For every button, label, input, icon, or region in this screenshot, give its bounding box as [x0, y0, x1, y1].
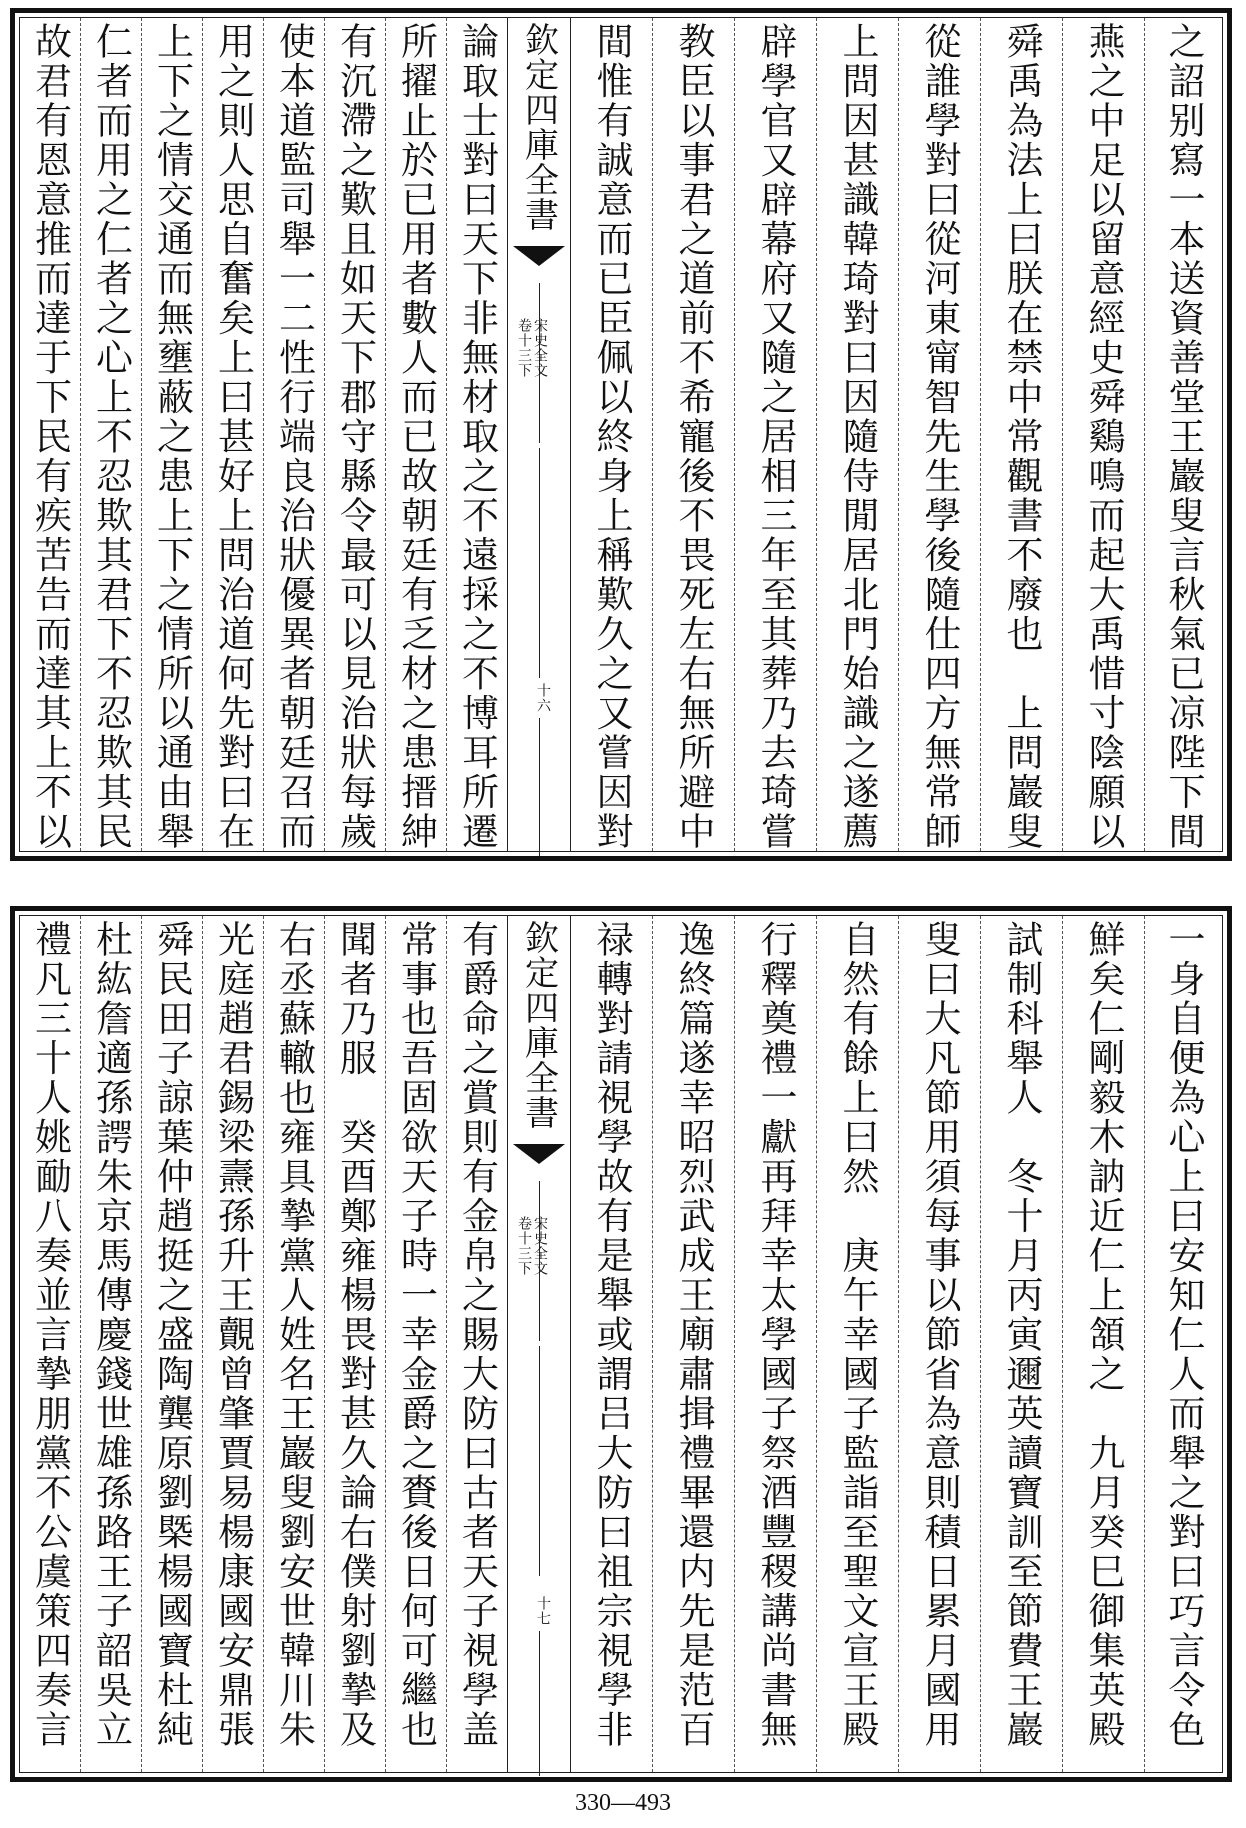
- column-text: 間惟有誠意而已臣佩以終身上稱歎久之又嘗因對: [590, 22, 633, 852]
- text-column: [1145, 916, 1222, 1772]
- text-column: [571, 916, 653, 1772]
- column-text: 禄轉對請視學故有是舉或謂吕大防曰祖宗視學非: [590, 920, 633, 1750]
- text-column: [1063, 916, 1145, 1772]
- column-text: 燕之中足以留意經史舜鷄鳴而起大禹惜寸陰願以: [1082, 22, 1125, 852]
- text-column: [325, 18, 386, 851]
- fish-tail-mark: [513, 1144, 565, 1164]
- column-text: 有沉滯之歎且如天下郡守縣令最可以見治狀每歲: [333, 22, 377, 852]
- spine-rule: [539, 1346, 540, 1576]
- column-text: 右丞蘇轍也雍具摯黨人姓名王巖叟劉安世韓川朱: [272, 920, 316, 1750]
- text-column: [264, 916, 325, 1772]
- column-text: 禮凡三十人姚勔八奏並言摯朋黨不公虞策四奏言: [28, 920, 72, 1750]
- column-text: 常事也吾固欲天子時一幸金爵之賚後日何可繼也: [394, 920, 438, 1750]
- volume-title: 宋史全文: [532, 1216, 548, 1276]
- leaf-number: 十七: [535, 1596, 551, 1626]
- column-text: 用之則人思自奮矣上曰甚好上問治道何先對曰在: [211, 22, 255, 852]
- fish-tail-mark: [513, 246, 565, 266]
- column-text: 舜禹為法上曰朕在禁中常觀書不廢也 上問巖叟: [1000, 22, 1043, 852]
- text-column: [142, 18, 203, 851]
- text-column: [81, 18, 142, 851]
- column-text: 教臣以事君之道前不希寵後不畏死左右無所避中: [672, 22, 715, 852]
- text-column: [653, 916, 735, 1772]
- column-text: 試制科舉人 冬十月丙寅邇英讀寶訓至節費王巖: [1000, 920, 1043, 1750]
- text-column: [653, 18, 735, 851]
- text-column: [386, 18, 447, 851]
- column-text: 論取士對曰天下非無材取之不遠採之不博耳所遷: [455, 22, 499, 852]
- top-page-panel: [10, 8, 1232, 861]
- text-column: [81, 916, 142, 1772]
- text-column: [386, 916, 447, 1772]
- text-column: [571, 18, 653, 851]
- column-text: 所擢止於已用者數人而已故朝廷有乏材之患搢紳: [394, 22, 438, 852]
- text-column: [203, 18, 264, 851]
- column-text: 行釋奠禮一獻再拜幸太學國子祭酒豐稷講尚書無: [754, 920, 797, 1750]
- text-column: [325, 916, 386, 1772]
- bottom-page-panel: [10, 906, 1232, 1782]
- text-column: [899, 916, 981, 1772]
- page-number: 330—493: [575, 1790, 671, 1816]
- column-text: 之詔别寫一本送資善堂王巖叟言秋氣已凉陛下間: [1162, 22, 1205, 852]
- spine-rule: [539, 448, 540, 678]
- column-text: 舜民田子諒葉仲趙挺之盛陶龔原劉槩楊國寶杜純: [150, 920, 194, 1750]
- column-text: 上問因甚識韓琦對曰因隨侍閒居北門始識之遂薦: [836, 22, 879, 852]
- top-page-frame: [19, 17, 1223, 852]
- book-title: 欽定四庫全書: [518, 920, 559, 1130]
- column-text: 有爵命之賞則有金帛之賜大防曰古者天子視學盖: [455, 920, 499, 1750]
- text-column: [1145, 18, 1222, 851]
- text-column: [447, 18, 507, 851]
- spine-rule: [539, 718, 540, 858]
- book-title: 欽定四庫全書: [518, 22, 559, 232]
- column-text: 上下之情交通而無壅蔽之患上下之情所以通由舉: [150, 22, 194, 852]
- text-column: [447, 916, 507, 1772]
- chapter-label: 卷十三下: [516, 1216, 532, 1276]
- text-column: [735, 916, 817, 1772]
- text-column: [817, 916, 899, 1772]
- column-text: 故君有恩意推而達于下民有疾苦告而達其上不以: [28, 22, 72, 852]
- spine-rule: [539, 1631, 540, 1776]
- column-text: 光庭趙君錫梁燾孫升王覿曾肇賈易楊康國安鼎張: [211, 920, 255, 1750]
- text-column: [817, 18, 899, 851]
- text-column: [981, 916, 1063, 1772]
- text-column: [981, 18, 1063, 851]
- volume-title: 宋史全文: [532, 318, 548, 378]
- column-text: 聞者乃服 癸酉鄭雍楊畏對甚久論右僕射劉摯及: [333, 920, 377, 1750]
- text-column: [264, 18, 325, 851]
- text-column: [735, 18, 817, 851]
- column-text: 鮮矣仁剛毅木訥近仁上頷之 九月癸巳御集英殿: [1082, 920, 1125, 1750]
- text-column: [203, 916, 264, 1772]
- bottom-page-frame: [19, 915, 1223, 1773]
- text-column: [899, 18, 981, 851]
- center-spine: [507, 18, 571, 851]
- column-text: 使本道監司舉一二性行端良治狀優異者朝廷召而: [272, 22, 316, 852]
- text-column: [1063, 18, 1145, 851]
- column-text: 叟曰大凡節用須每事以節省為意則積日累月國用: [918, 920, 961, 1750]
- center-spine: [507, 916, 571, 1772]
- text-column: [20, 916, 81, 1772]
- column-text: 一身自便為心上曰安知仁人而舉之對曰巧言令色: [1162, 920, 1205, 1750]
- text-column: [142, 916, 203, 1772]
- column-text: 辟學官又辟幕府又隨之居相三年至其葬乃去琦嘗: [754, 22, 797, 852]
- column-text: 仁者而用之仁者之心上不忍欺其君下不忍欺其民: [89, 22, 133, 852]
- column-text: 從誰學對曰從河東甯智先生學後隨仕四方無常師: [918, 22, 961, 852]
- leaf-number: 十六: [535, 683, 551, 713]
- column-text: 自然有餘上曰然 庚午幸國子監詣至聖文宣王殿: [836, 920, 879, 1750]
- chapter-label: 卷十三下: [516, 318, 532, 378]
- text-column: [20, 18, 81, 851]
- column-text: 逸終篇遂幸昭烈武成王廟肅揖禮畢還内先是范百: [672, 920, 715, 1750]
- column-text: 杜紘詹適孫諤朱京馬傳慶錢世雄孫路王子韶吳立: [89, 920, 133, 1750]
